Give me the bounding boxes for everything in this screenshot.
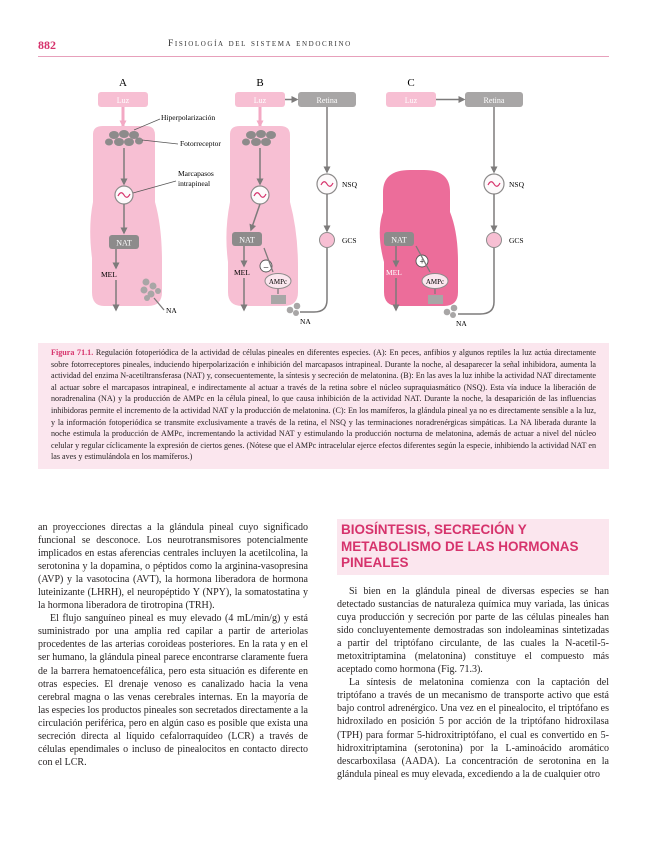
panel-b-gcs-to-pineal-path <box>300 248 327 312</box>
panel-b-ampc-label: AMPc <box>268 278 288 286</box>
figure-caption-text: Regulación fotoperiódica de la actividad de células pineales en diferentes especies. (A): En peces, anfibios y algunos reptiles la luz actúa directamente sobre fotorreceptores pineales, induciendo hiperpolarización e inhibición del marcapasos intrapineal. Durante la noche, al desaparecer la señal inhibidora, aumenta la actividad del enzima N-acetiltransferasa (NAT) y, consecuentemente, la síntesis y secreción de melatonina. (B): En las aves la luz inhibe la actividad NAT directamente al actuar sobre el marcapasos intrapineal, e indirectamente al actuar a través de la retina sobre el núcleo supraquiasmático (NSQ). Esta vía induce la liberación de noradrenalina (NA) y la producción de AMPc en la célula pineal, lo que causa inhibición de la actividad NAT. Durante la noche, la desaparición de las influencias inhibidoras permite el incremento de la actividad NAT y la producción de melatonina. (C): En los mamíferos, la glándula pineal ya no es directamente sensible a la luz, y la información fotoperiódica se transmite exclusivamente a través de la retina, el NSQ y las terminaciones noradrenérgicas simpáticas. La NA liberada durante la noche estimula la producción de AMPc, incrementando la actividad NAT y estimulando la producción nocturna de melatonina, además de actuar a nivel del núcleo celular y regular cíclicamente la expresión de ciertos genes. (Nótese que el AMPc intracelular ejerce efectos diferentes según la especie, inhibiendo la actividad NAT en las aves y estimulándola en los mamíferos.) <box>51 348 596 462</box>
panel-b-gcs-label: GCS <box>342 236 357 245</box>
panel-c-ampc-label: AMPc <box>425 278 445 286</box>
panel-a-nat <box>109 235 139 249</box>
panel-c-luz-box <box>386 92 436 107</box>
panel-c-luz-label: Luz <box>404 96 418 105</box>
running-head: Fisiología del sistema endocrino <box>168 39 352 49</box>
panel-a-fotorreceptor: Fotorreceptor <box>180 139 221 148</box>
panel-c-gcs-label: GCS <box>509 236 524 245</box>
panel-a-hiperpolarizacion: Hiperpolarización <box>161 113 216 122</box>
figure-71-1 <box>38 62 609 340</box>
panel-c-nsq-label: NSQ <box>509 180 525 189</box>
panel-b-ampc <box>265 274 291 289</box>
panel-c-na-label: NA <box>456 319 467 328</box>
panel-c-nsq <box>484 174 525 194</box>
figure-caption <box>38 343 609 469</box>
panel-b-minus: – <box>263 261 269 272</box>
panel-b-nsq-label: NSQ <box>342 180 358 189</box>
panel-c-retina-label: Retina <box>483 96 505 105</box>
panel-a-marcapasos-2: intrapineal <box>178 179 211 188</box>
panel-c-nerve-terminal <box>444 305 458 318</box>
right-paragraph-1: Si bien en la glándula pineal de diversas especies se han detectado sustancias de naturaleza química muy variada, las únicas cuya producción y secreción por parte de las células pineales han sido concluyentemente demostradas son indoleaminas sintetizadas a partir del triptófano circulante, de las cuales la N-acetil-5-metoxitriptamina (melatonina) constituye el compuesto más aceptado como hormona (Fig. 71.3). <box>337 586 609 676</box>
left-paragraph-2: El flujo sanguíneo pineal es muy elevado (4 mL/min/g) y está suministrado por una amplia red capilar a partir de arteriolas procedentes de las arterias coroideas posteriores. En la rata y en el ser humano, la glándula pineal parece encontrarse claramente fuera de la barrera hematoencefálica, pero esta situación es diferente en otras especies. El drenaje venoso es canalizado hacia la vena cerebral magna o las venas cerebrales internas. En la mayoría de las especies los productos pineales son secretados directamente a la circulación periférica, pero en algún caso es posible que exista una secreción directa al líquido cefalorraquídeo (LCR) a través de células ependimales o incluso de pinealocitos en contacto directo con el LCR. <box>38 613 308 768</box>
panel-b-nat <box>232 232 262 246</box>
panel-c-gcs-to-pineal-path <box>458 248 494 314</box>
panel-c-nat-label: NAT <box>391 235 407 245</box>
panel-c-mel-label: MEL <box>386 268 402 277</box>
panel-b-retina-box <box>298 92 356 107</box>
panel-a-pineal-cell <box>90 126 162 306</box>
panel-b-na-label: NA <box>300 317 311 326</box>
panel-c-retina-box <box>465 92 523 107</box>
panel-b-gcs <box>320 233 357 248</box>
page-header <box>38 38 609 54</box>
panel-a-luz-label: Luz <box>116 96 130 105</box>
panel-b-nat-label: NAT <box>239 235 255 245</box>
panel-b-mel-label: MEL <box>234 268 250 277</box>
panel-b-luz-box <box>235 92 285 107</box>
figure-label: Figura 71.1. <box>51 348 94 357</box>
page-number: 882 <box>38 38 56 52</box>
panel-b-luz-label: Luz <box>253 96 267 105</box>
section-heading: BIOSÍNTESIS, SECRECIÓN Y METABOLISMO DE LAS HORMONAS PINEALES <box>341 522 579 570</box>
panel-b-letter: B <box>256 77 264 89</box>
panel-c-plus: + <box>419 256 425 267</box>
panel-c-receptor <box>428 295 443 304</box>
left-column <box>38 521 308 769</box>
panel-a-pacemaker <box>115 186 133 204</box>
panel-b-receptor <box>271 295 286 304</box>
panel-a-luz-box <box>98 92 148 107</box>
header-rule <box>38 56 609 57</box>
panel-a-marcapasos-1: Marcapasos <box>178 169 214 178</box>
right-paragraph-2: La síntesis de melatonina comienza con la captación del triptófano a través de un mecanismo de transporte activo que está bajo control adrenérgico. Una vez en el pinealocito, el triptófano es hidroxilado en posición 5 por acción de la triptófano hidroxilasa (TPH) para formar 5-hidroxitriptófano, el cual es convertido en 5-hidroxitriptamina (serotonina) por la L-aminoácido aromático descarboxilasa (AADA). La concentración de serotonina en la glándula pineal es muy elevada, excediendo a la de cualquier otro <box>337 677 609 780</box>
panel-b-pacemaker <box>251 186 269 204</box>
panel-c-ampc <box>422 274 448 289</box>
panel-a-letter: A <box>119 77 127 89</box>
section-heading-box <box>337 519 609 575</box>
panel-c-gcs <box>487 233 524 248</box>
right-column <box>337 585 609 781</box>
panel-a-mel-label: MEL <box>101 270 117 279</box>
left-paragraph-1: an proyecciones directas a la glándula pineal cuyo significado funcional se desconoce. Los neurotransmisores potencialmente implicados en estas aferencias centrales incluyen la acetilcolina, la serotonina y la dopamina, o péptidos como la arginina-vasopresina (AVP) y la vasotocina (AVT), la hormona liberadora de hormona luteinizante (LHRH), el neuropéptido Y (NPY), la somatostatina y la hormona liberadora de tirotropina (TRH). <box>38 522 308 612</box>
panel-a-na-label: NA <box>166 306 177 315</box>
panel-b-nsq <box>317 174 358 194</box>
panel-a-nat-label: NAT <box>116 238 132 248</box>
panel-b-retina-label: Retina <box>316 96 338 105</box>
panel-c-letter: C <box>407 77 415 89</box>
panel-c-nat <box>384 232 414 246</box>
